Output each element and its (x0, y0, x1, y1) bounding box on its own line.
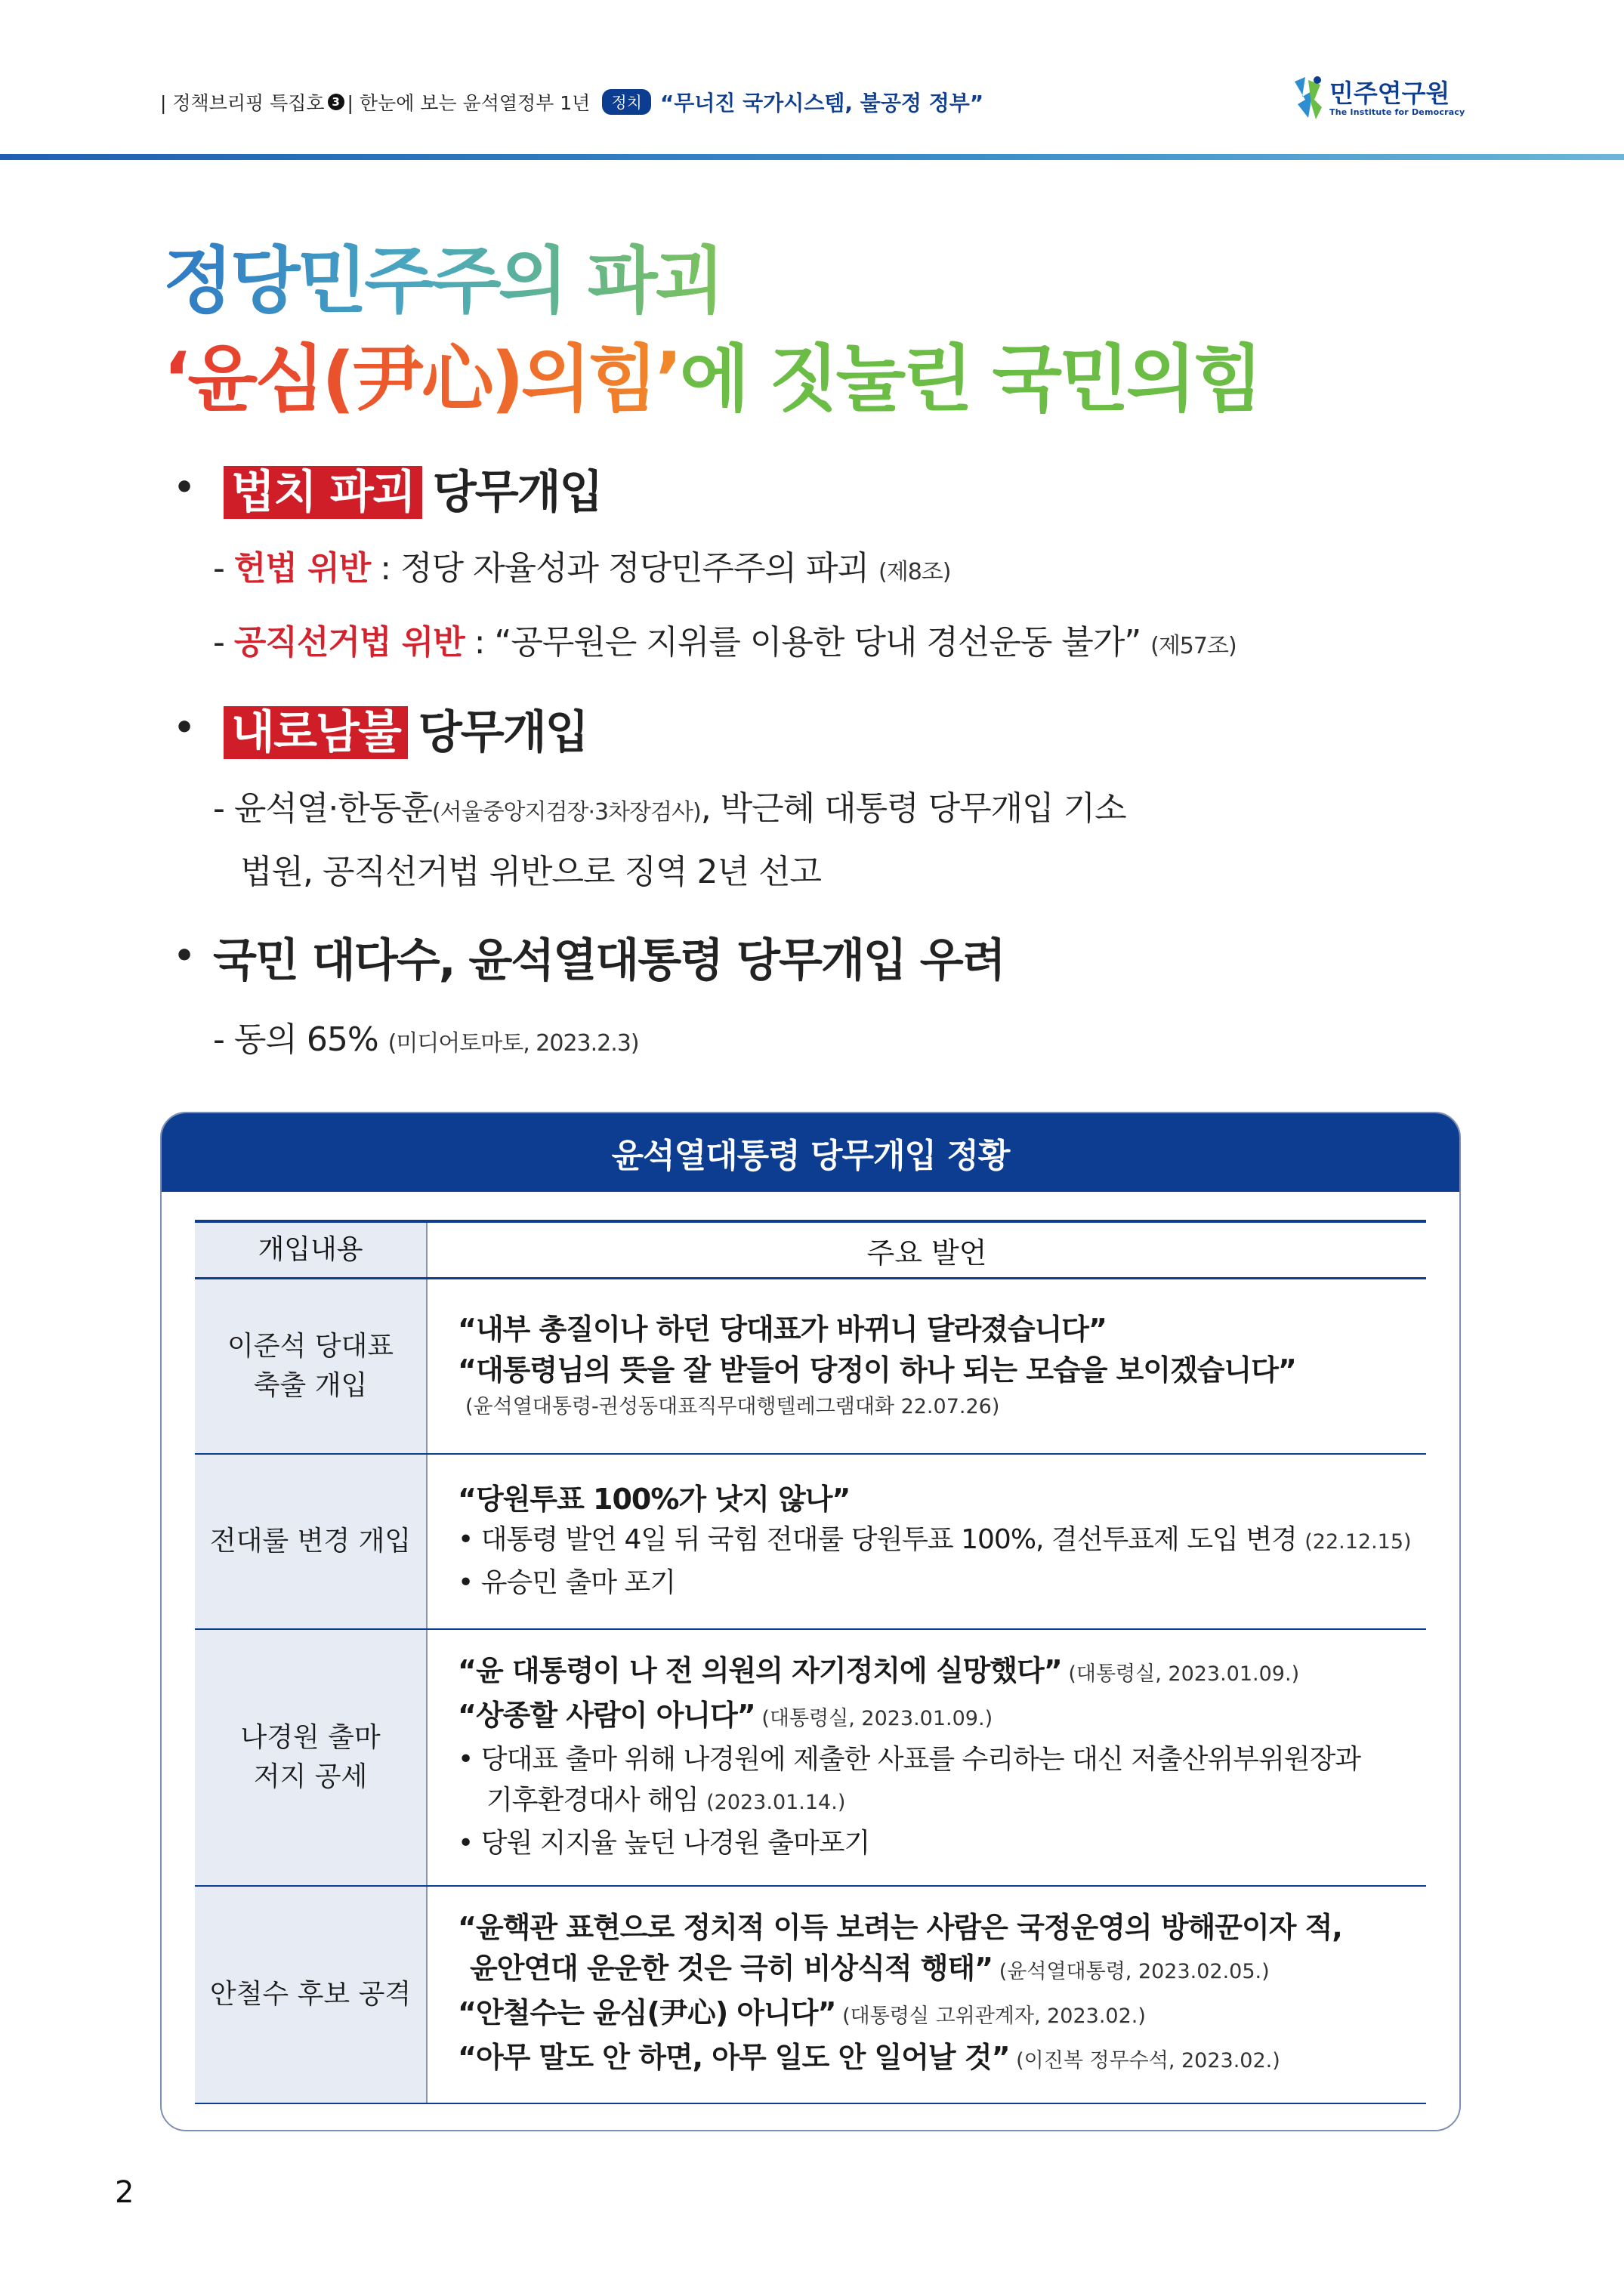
panel-title: 윤석열대통령 당무개입 정황 (162, 1113, 1459, 1192)
list-item-text: 당원 지지율 높던 나경원 출마포기 (480, 1828, 870, 1859)
page-title-line1: 정당민주주의 파괴 (163, 224, 721, 327)
quote (458, 1650, 1426, 1695)
row-label-line: 이준석 당대표 (227, 1330, 394, 1362)
bullet-text: 당무개입 (418, 706, 588, 759)
column-header-remarks: 주요 발언 (427, 1221, 1426, 1279)
bullet-dot: • (174, 708, 196, 747)
quote: “윤핵관 표현으로 정치적 이득 보려는 사람은 국정운영의 방해꾼이자 적, (458, 1911, 1342, 1944)
column-header-content: 개입내용 (195, 1221, 427, 1279)
quote (458, 1992, 1426, 2037)
logo (1290, 74, 1465, 122)
quote-text: 윤안연대 운운한 것은 극히 비상식적 행태” (470, 1952, 993, 1985)
row-label-line: 축출 개입 (253, 1369, 368, 1401)
bullet-heading-3: 국민 대다수, 윤석열대통령 당무개입 우려 (213, 934, 1005, 987)
category-tag: 정치 (602, 89, 651, 115)
table-row (195, 1886, 1426, 2103)
list-item: • 당원 지지율 높던 나경원 출마포기 (458, 1828, 870, 1859)
table-row (195, 1279, 1426, 1454)
series-subtitle: | 한눈에 보는 윤석열정부 1년 (347, 92, 591, 114)
row-label (195, 1629, 427, 1886)
bullet-dot: • (174, 937, 196, 975)
logo-name: 민주연구원 (1329, 78, 1450, 108)
quote-continuation (458, 1948, 1426, 1992)
list-item-note: (22.12.15) (1304, 1530, 1412, 1554)
list-item: • 유승민 출마 포기 (458, 1567, 676, 1598)
quote-text: “윤 대통령이 나 전 의원의 자기정치에 실망했다” (458, 1654, 1062, 1687)
sub-bullet: - 공직선거법 위반 : “공무원은 지위를 이용한 당내 경선운동 불가” (제57조) (213, 623, 1237, 662)
page-title-line2 (163, 322, 1260, 425)
row-remarks (427, 1886, 1426, 2103)
row-remarks (427, 1629, 1426, 1886)
quote-note: (대통령실, 2023.01.09.) (1061, 1662, 1300, 1686)
quote-text: “안철수는 윤심(尹心) 아니다” (458, 1996, 836, 2029)
row-remarks (427, 1454, 1426, 1629)
sub-bullet-note: (서울중앙지검장·3차장검사) (431, 799, 701, 826)
bullet-dot: • (174, 468, 196, 507)
title-rest: 에 짓눌린 국민의힘 (679, 337, 1261, 421)
list-item-text: 대통령 발언 4일 뒤 국힘 전대룰 당원투표 100%, 결선투표제 도입 변경 (480, 1524, 1305, 1555)
sub-bullet (213, 1012, 639, 1060)
quote-note: (대통령실 고위관계자, 2023.02.) (835, 2004, 1146, 2028)
row-label-line: 안철수 후보 공격 (209, 1978, 412, 2010)
row-remarks (427, 1279, 1426, 1454)
sub-bullet-text: : 정당 자율성과 정당민주주의 파괴 (370, 549, 879, 588)
sub-bullet-text-2: , 박근혜 대통령 당무개입 기소 (700, 789, 1126, 828)
sub-bullet-text: - 윤석열·한동훈 (213, 789, 432, 828)
list-item: • 당대표 출마 위해 나경원에 제출한 사표를 수리하는 대신 저출산위부위원장과 (458, 1744, 1361, 1775)
title-highlight: ‘윤심(尹心)의힘’ (163, 337, 680, 421)
table-row (195, 1454, 1426, 1629)
row-label-line: 전대룰 변경 개입 (209, 1525, 412, 1557)
sub-bullet-note: (제57조) (1150, 633, 1237, 659)
list-item-note: (2023.01.14.) (706, 1791, 846, 1814)
bullet-heading-2 (224, 696, 588, 761)
sub-bullet-note: (제8조) (878, 559, 951, 585)
bullet-heading-1 (224, 456, 602, 521)
quote-text: “아무 말도 안 하면, 아무 일도 안 일어날 것” (458, 2041, 1010, 2074)
logo-english-name: The Institute for Democracy (1329, 106, 1465, 117)
header-divider (0, 154, 1624, 160)
row-label (195, 1454, 427, 1629)
list-item-text: 유승민 출마 포기 (480, 1567, 676, 1598)
logo-mark-icon (1290, 74, 1325, 122)
quote-note: (윤석열대통령, 2023.02.05.) (993, 1960, 1270, 1983)
quote: “당원투표 100%가 낫지 않나” (458, 1483, 851, 1516)
sub-bullet-text: - 동의 65% (213, 1020, 388, 1059)
issue-number-badge: 3 (328, 94, 344, 110)
quote-text: “상종할 사람이 아니다” (458, 1699, 755, 1732)
quote (458, 1695, 1426, 1739)
row-label (195, 1279, 427, 1454)
quote (458, 2037, 1426, 2082)
page-number: 2 (115, 2175, 134, 2210)
row-label (195, 1886, 427, 2103)
list-item: • 대통령 발언 4일 뒤 국힘 전대룰 당원투표 100%, 결선투표제 도입 변경 (22.12.15) (458, 1524, 1412, 1555)
sub-bullet-note: (미디어토마토, 2023.2.3) (387, 1030, 639, 1057)
list-item-text: 당대표 출마 위해 나경원에 제출한 사표를 수리하는 대신 저출산위부위원장과 (480, 1744, 1361, 1775)
sub-bullet (213, 781, 1126, 829)
quote-note: (대통령실, 2023.01.09.) (755, 1707, 993, 1730)
series-label: | 정책브리핑 특집호 (160, 92, 325, 114)
table-header-row (195, 1221, 1426, 1279)
sub-bullet-red-label: 헌법 위반 (233, 549, 371, 588)
bullet-text: 당무개입 (432, 466, 602, 519)
header-headline: “무너진 국가시스템, 불공정 정부” (659, 91, 984, 116)
sub-bullet: - 헌법 위반 : 정당 자율성과 정당민주주의 파괴 (제8조) (213, 549, 951, 588)
quote-source: (윤석열대통령-권성동대표직무대행텔레그램대화 22.07.26) (465, 1394, 1000, 1418)
bullet-highlight: 내로남불 (224, 706, 408, 759)
row-label-line: 저지 공세 (253, 1761, 368, 1792)
sub-bullet-text: : “공무원은 지위를 이용한 당내 경선운동 불가” (464, 623, 1151, 662)
quote: “내부 총질이나 하던 당대표가 바뀌니 달라졌습니다” (458, 1312, 1107, 1346)
quote: “대통령님의 뜻을 잘 받들어 당정이 하나 되는 모습을 보이겠습니다” (458, 1353, 1296, 1387)
table-row (195, 1629, 1426, 1886)
sub-bullet-continuation: 법원, 공직선거법 위반으로 징역 2년 선고 (240, 853, 821, 891)
evidence-table (195, 1220, 1426, 2104)
bullet-highlight: 법치 파괴 (224, 466, 422, 519)
quote-note: (이진복 정무수석, 2023.02.) (1009, 2049, 1280, 2072)
row-label-line: 나경원 출마 (240, 1721, 381, 1753)
list-item-continuation (458, 1780, 1426, 1823)
header-breadcrumb (160, 87, 983, 117)
sub-bullet-red-label: 공직선거법 위반 (233, 623, 465, 662)
list-item-text: 기후환경대사 해임 (486, 1785, 707, 1816)
